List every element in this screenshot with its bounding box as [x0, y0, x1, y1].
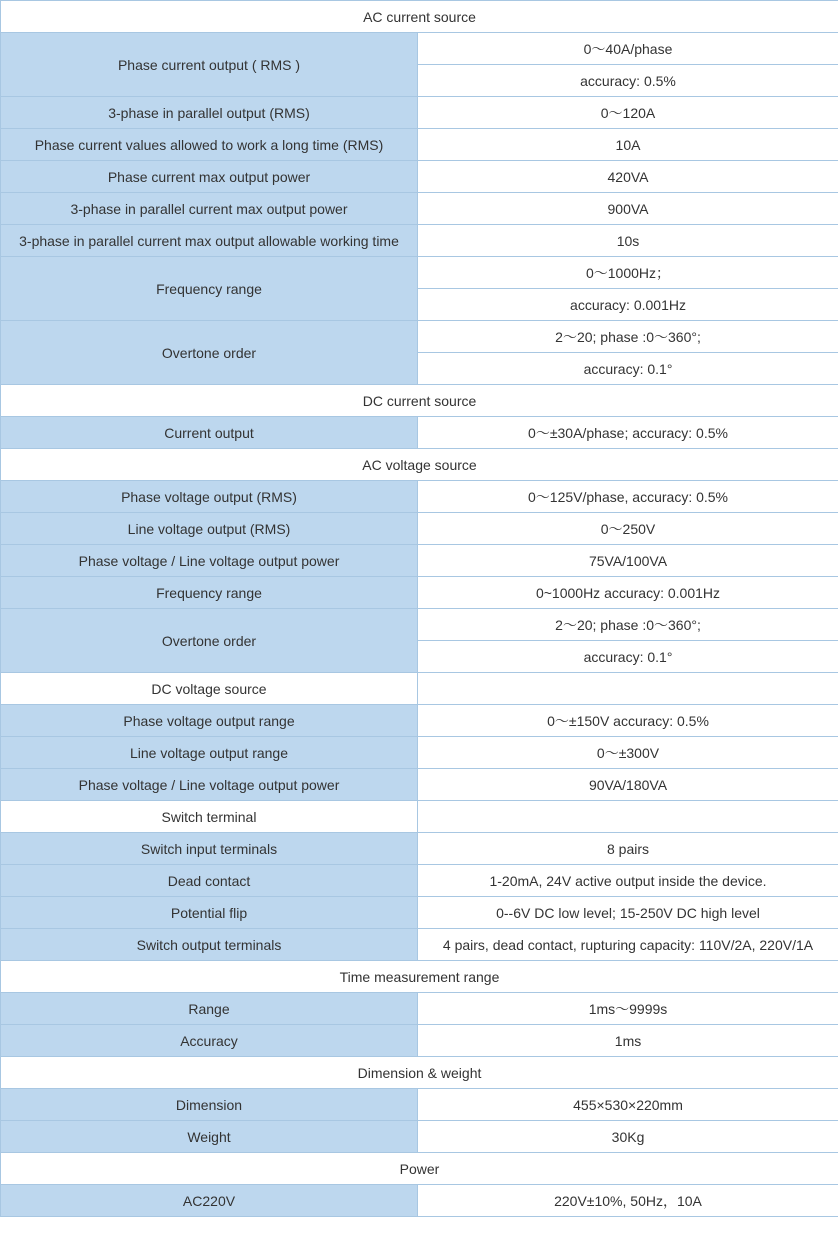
spec-row [1, 705, 838, 737]
spec-row [1, 577, 838, 609]
section-header-row [1, 961, 838, 993]
spec-value: 900VA [418, 193, 838, 225]
spec-label: Phase voltage / Line voltage output power [1, 769, 418, 801]
spec-value: 0～250V [418, 513, 838, 545]
spec-value: 2～20; phase :0～360°; [418, 609, 838, 641]
spec-value: 0～±300V [418, 737, 838, 769]
spec-row [1, 737, 838, 769]
spec-value: 10s [418, 225, 838, 257]
spec-row [1, 1121, 838, 1153]
spec-value: 0～120A [418, 97, 838, 129]
section-header-row [1, 449, 838, 481]
empty-cell [418, 673, 838, 705]
spec-value: 455×530×220mm [418, 1089, 838, 1121]
spec-label: 3-phase in parallel output (RMS) [1, 97, 418, 129]
spec-value: accuracy: 0.5% [418, 65, 838, 97]
spec-row [1, 97, 838, 129]
spec-label: Range [1, 993, 418, 1025]
spec-row [1, 481, 838, 513]
spec-label: Frequency range [1, 257, 418, 321]
spec-value: 4 pairs, dead contact, rupturing capacity: 110V/2A, 220V/1A [418, 929, 838, 961]
section-header-row [1, 1153, 838, 1185]
spec-row [1, 257, 838, 289]
spec-value: 220V±10%, 50Hz，10A [418, 1185, 838, 1217]
section-header-row [1, 1, 838, 33]
spec-value: 8 pairs [418, 833, 838, 865]
spec-label: Accuracy [1, 1025, 418, 1057]
section-title-switch-terminal: Switch terminal [1, 801, 418, 833]
section-header-row [1, 673, 838, 705]
spec-row [1, 513, 838, 545]
spec-row [1, 609, 838, 641]
spec-label: Weight [1, 1121, 418, 1153]
spec-row [1, 929, 838, 961]
spec-value: 0～40A/phase [418, 33, 838, 65]
spec-label: Frequency range [1, 577, 418, 609]
spec-row [1, 161, 838, 193]
spec-label: Phase current max output power [1, 161, 418, 193]
spec-row [1, 865, 838, 897]
spec-label: Switch input terminals [1, 833, 418, 865]
section-title-time-measurement: Time measurement range [1, 961, 838, 993]
spec-row [1, 833, 838, 865]
spec-row [1, 33, 838, 65]
spec-row [1, 417, 838, 449]
spec-row [1, 1185, 838, 1217]
spec-label: Phase current output ( RMS ) [1, 33, 418, 97]
section-header-row [1, 801, 838, 833]
spec-value: 1ms～9999s [418, 993, 838, 1025]
spec-row [1, 321, 838, 353]
spec-value: 75VA/100VA [418, 545, 838, 577]
empty-cell [418, 801, 838, 833]
spec-label: 3-phase in parallel current max output allowable working time [1, 225, 418, 257]
section-title-ac-voltage: AC voltage source [1, 449, 838, 481]
spec-row [1, 897, 838, 929]
spec-row [1, 1089, 838, 1121]
spec-value: 0~1000Hz accuracy: 0.001Hz [418, 577, 838, 609]
spec-value: 2～20; phase :0～360°; [418, 321, 838, 353]
spec-label: Line voltage output (RMS) [1, 513, 418, 545]
spec-value: accuracy: 0.1° [418, 641, 838, 673]
section-header-row [1, 385, 838, 417]
spec-label: Overtone order [1, 321, 418, 385]
spec-row [1, 225, 838, 257]
spec-value: 0--6V DC low level; 15-250V DC high level [418, 897, 838, 929]
spec-row [1, 993, 838, 1025]
spec-row [1, 769, 838, 801]
spec-value: 10A [418, 129, 838, 161]
spec-label: Phase current values allowed to work a long time (RMS) [1, 129, 418, 161]
spec-value: accuracy: 0.1° [418, 353, 838, 385]
spec-label: Dead contact [1, 865, 418, 897]
spec-label: Dimension [1, 1089, 418, 1121]
spec-value: 0～±30A/phase; accuracy: 0.5% [418, 417, 838, 449]
spec-label: Current output [1, 417, 418, 449]
section-title-power: Power [1, 1153, 838, 1185]
spec-label: Phase voltage output (RMS) [1, 481, 418, 513]
spec-value: 1-20mA, 24V active output inside the device. [418, 865, 838, 897]
section-title-dc-current: DC current source [1, 385, 838, 417]
spec-row [1, 1025, 838, 1057]
spec-label: Potential flip [1, 897, 418, 929]
spec-value: 0～1000Hz； [418, 257, 838, 289]
spec-value: 30Kg [418, 1121, 838, 1153]
section-header-row [1, 1057, 838, 1089]
section-title-dc-voltage: DC voltage source [1, 673, 418, 705]
section-title-ac-current: AC current source [1, 1, 838, 33]
spec-label: Phase voltage output range [1, 705, 418, 737]
spec-value: 1ms [418, 1025, 838, 1057]
spec-value: accuracy: 0.001Hz [418, 289, 838, 321]
spec-label: Overtone order [1, 609, 418, 673]
spec-value: 420VA [418, 161, 838, 193]
section-title-dimension-weight: Dimension & weight [1, 1057, 838, 1089]
spec-value: 0～125V/phase, accuracy: 0.5% [418, 481, 838, 513]
spec-label: Line voltage output range [1, 737, 418, 769]
spec-value: 0～±150V accuracy: 0.5% [418, 705, 838, 737]
spec-label: 3-phase in parallel current max output power [1, 193, 418, 225]
spec-label: Phase voltage / Line voltage output power [1, 545, 418, 577]
spec-label: Switch output terminals [1, 929, 418, 961]
spec-row [1, 545, 838, 577]
spec-label: AC220V [1, 1185, 418, 1217]
spec-row [1, 129, 838, 161]
spec-row [1, 193, 838, 225]
spec-value: 90VA/180VA [418, 769, 838, 801]
